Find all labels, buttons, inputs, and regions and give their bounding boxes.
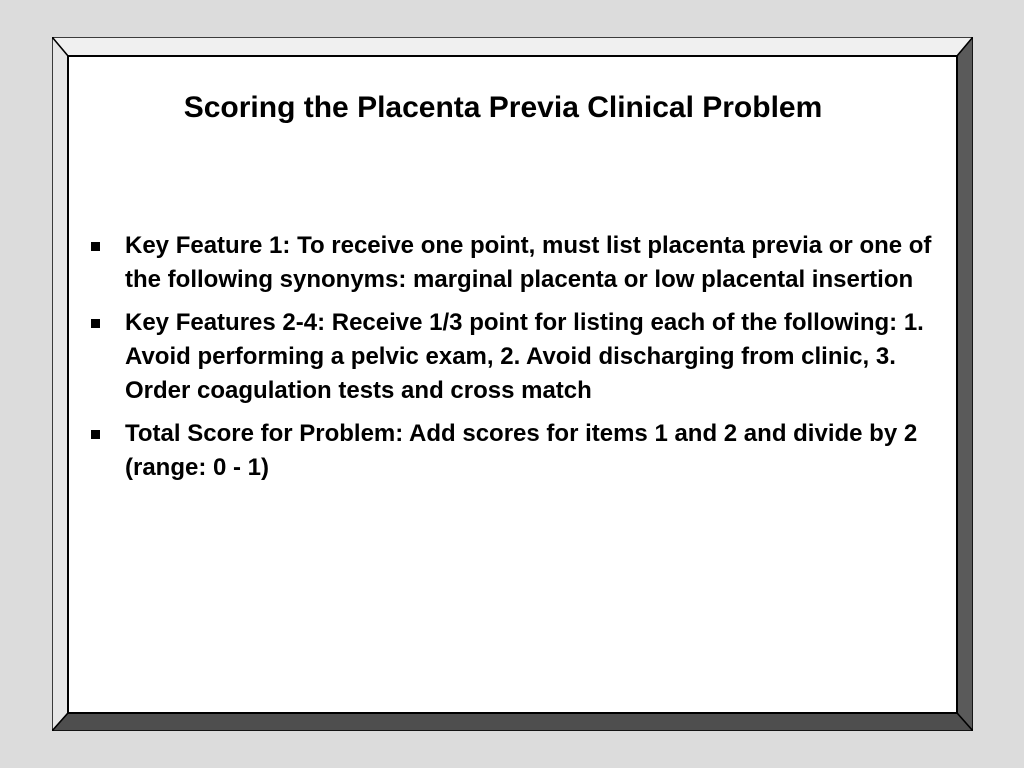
bullet-item-key-feature-1 (88, 229, 948, 297)
bullet-text: Key Features 2-4: Receive 1/3 point for listing each of the following: 1. Avoid performing a pelvic exam, 2. Avoid discharging from clinic, 3. Order coagulation tests and cross match (125, 309, 924, 404)
slide-content (68, 57, 956, 713)
square-bullet-icon (91, 242, 100, 251)
bullet-item-key-features-2-4 (88, 306, 948, 408)
square-bullet-icon (91, 430, 100, 439)
bullet-item-total-score (88, 417, 948, 485)
bullet-text: Total Score for Problem: Add scores for items 1 and 2 and divide by 2 (range: 0 - 1) (125, 420, 918, 481)
square-bullet-icon (91, 319, 100, 328)
bullet-text: Key Feature 1: To receive one point, must list placenta previa or one of the following synonyms: marginal placenta or low placental insertion (125, 232, 932, 293)
slide-title: Scoring the Placenta Previa Clinical Problem (183, 91, 823, 124)
bullet-list (88, 229, 948, 494)
